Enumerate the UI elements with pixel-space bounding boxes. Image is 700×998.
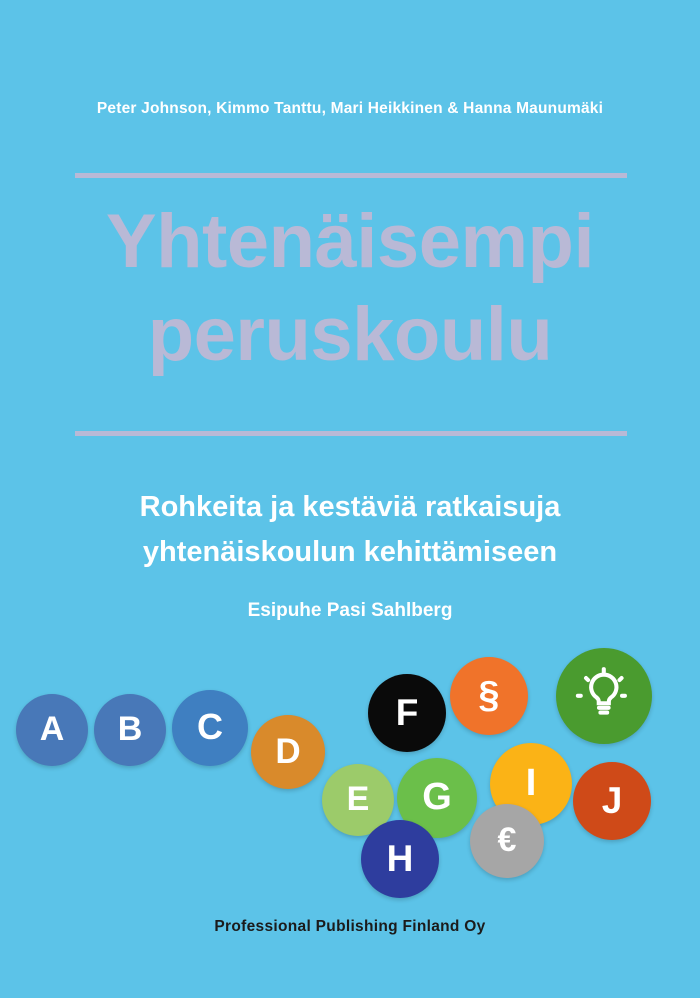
circle-badge-label: C xyxy=(197,706,223,747)
circle-badge-label: I xyxy=(525,762,537,804)
divider-bottom xyxy=(75,431,627,436)
circle-badge-label: § xyxy=(478,674,500,716)
subtitle xyxy=(0,485,700,575)
title-line-2: peruskoulu xyxy=(147,291,553,377)
circle-badge-d xyxy=(251,715,325,789)
lightbulb-icon xyxy=(556,648,652,744)
subtitle-line-1: Rohkeita ja kestäviä ratkaisuja xyxy=(139,491,561,523)
circle-badge-h xyxy=(361,820,439,898)
divider-top xyxy=(75,173,627,178)
subtitle-line-2: yhtenäiskoulun kehittämiseen xyxy=(142,535,558,568)
authors-line: Peter Johnson, Kimmo Tanttu, Mari Heikkinen & Hanna Maunumäki xyxy=(96,100,604,117)
circle-badge-label: D xyxy=(275,731,301,771)
circle-badge-label: B xyxy=(117,710,143,748)
publisher-name: Professional Publishing Finland Oy xyxy=(214,918,486,935)
circle-badge-label: J xyxy=(601,779,623,821)
circle-badge-b xyxy=(94,694,166,766)
circle-badge-label: E xyxy=(346,780,370,818)
circle-badge-label: € xyxy=(497,821,517,859)
circle-badge-c xyxy=(172,690,248,766)
foreword-credit: Esipuhe Pasi Sahlberg xyxy=(247,600,453,621)
circle-badge-label: F xyxy=(395,691,419,733)
circle-badge-€ xyxy=(470,804,544,878)
circle-badge-label: G xyxy=(422,776,452,818)
circle-badge-a xyxy=(16,694,88,766)
circle-badge-f xyxy=(368,674,446,752)
circle-badge-§ xyxy=(450,657,528,735)
cover-graphic-circles xyxy=(0,630,700,910)
circle-badge-label: H xyxy=(386,837,414,879)
page-title xyxy=(0,196,700,381)
title-line-1: Yhtenäisempi xyxy=(105,199,595,284)
circle-badge-label: A xyxy=(39,710,65,748)
circle-badge-j xyxy=(573,762,651,840)
